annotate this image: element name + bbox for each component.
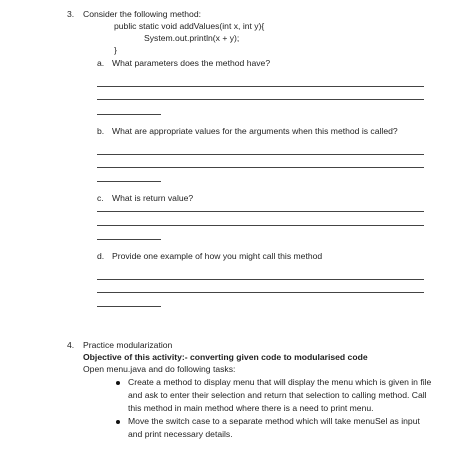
subquestion-d-text: Provide one example of how you might call this method — [112, 251, 323, 261]
answer-line — [97, 279, 424, 280]
code-line-1: public static void addValues(int x, int y){ — [114, 21, 265, 31]
subquestion-b-letter: b. — [97, 126, 105, 136]
question-4-title: Practice modularization — [83, 340, 173, 350]
bullet-2-line-1: Move the switch case to a separate method which will take menuSel as input — [128, 416, 420, 426]
answer-line-short — [97, 239, 161, 240]
bullet-2-line-2: and print necessary details. — [128, 429, 233, 439]
bullet-1-line-3: this method in main method where there is a need to print menu. — [128, 403, 374, 413]
objective-text: Objective of this activity:- converting given code to modularised code — [83, 352, 368, 362]
answer-line — [97, 211, 424, 212]
bullet-1-line-1: Create a method to display menu that will display the menu which is given in file — [128, 377, 432, 387]
answer-line — [97, 154, 424, 155]
subquestion-c-letter: c. — [97, 193, 104, 203]
answer-line — [97, 167, 424, 168]
bullet-icon — [116, 420, 120, 424]
bullet-icon — [116, 381, 120, 385]
subquestion-d-letter: d. — [97, 251, 105, 261]
answer-line — [97, 225, 424, 226]
subquestion-b-text: What are appropriate values for the arguments when this method is called? — [112, 126, 398, 136]
bullet-1-line-2: and ask to enter their selection and return that selection to calling method. Call — [128, 390, 427, 400]
subquestion-a-letter: a. — [97, 58, 105, 68]
question-3-prompt: Consider the following method: — [83, 9, 201, 19]
code-line-3: } — [114, 45, 117, 55]
question-4-number: 4. — [67, 340, 75, 350]
answer-line-short — [97, 181, 161, 182]
answer-line — [97, 292, 424, 293]
answer-line-short — [97, 114, 161, 115]
question-3-number: 3. — [67, 9, 75, 19]
answer-line-short — [97, 306, 161, 307]
answer-line — [97, 86, 424, 87]
instruction-text: Open menu.java and do following tasks: — [83, 364, 236, 374]
answer-line — [97, 99, 424, 100]
subquestion-a-text: What parameters does the method have? — [112, 58, 271, 68]
subquestion-c-text: What is return value? — [112, 193, 194, 203]
code-line-2: System.out.println(x + y); — [144, 33, 240, 43]
